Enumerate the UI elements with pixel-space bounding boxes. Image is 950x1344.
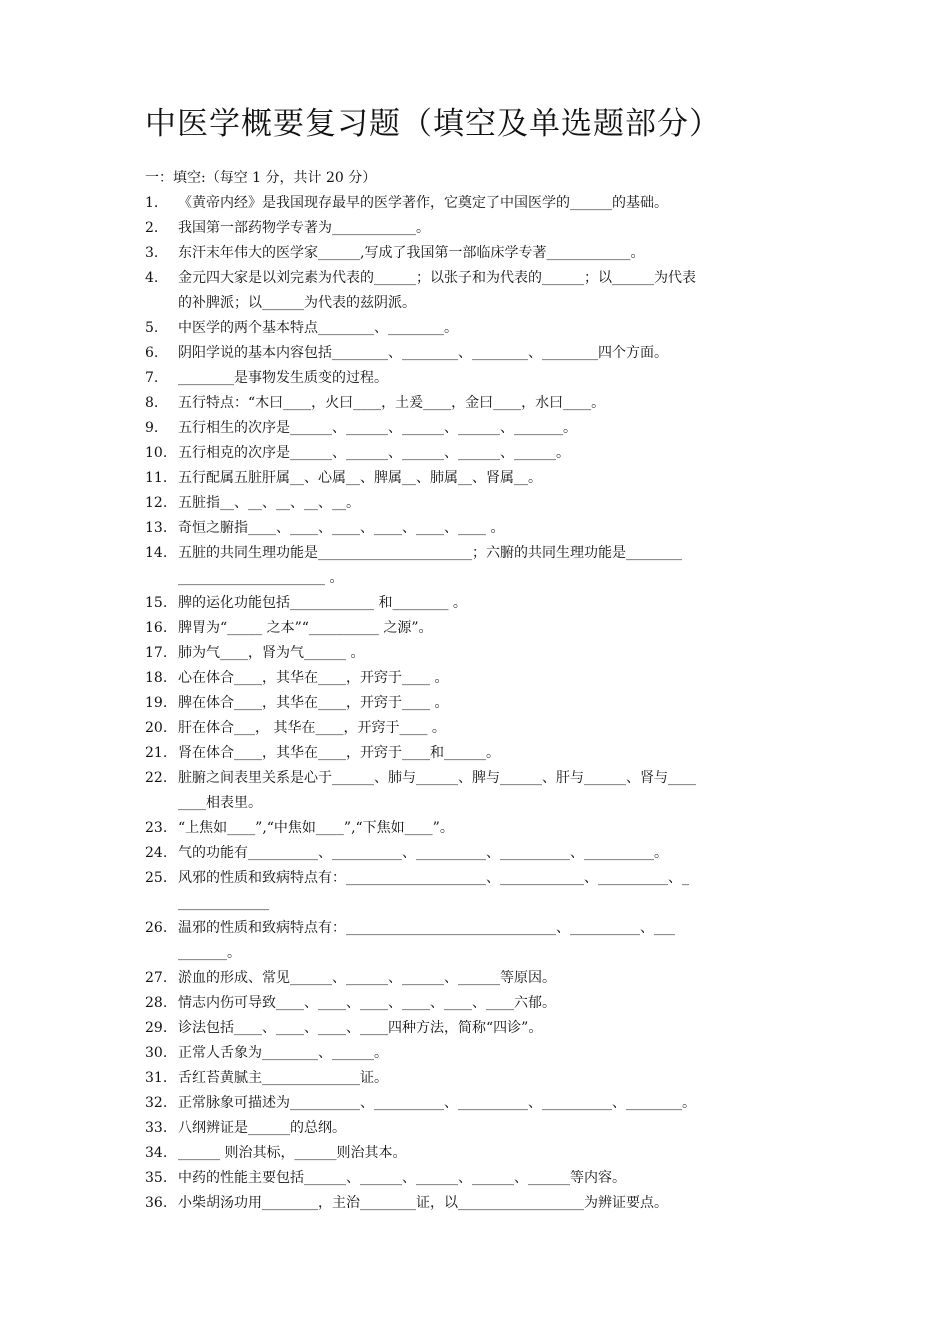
question-number: 27. <box>145 970 168 986</box>
question-text-line: 东汗末年伟大的医学家______,写成了我国第一部临床学专著____________。 <box>178 245 645 261</box>
question-text-line: 《黄帝内经》是我国现存最早的医学著作，它奠定了中国医学的______的基础。 <box>178 195 668 211</box>
question-text-line: ____相表里。 <box>178 795 262 811</box>
question-text-line: 五行相生的次序是______、______、______、______、_______。 <box>178 420 577 436</box>
question-item <box>145 366 810 391</box>
question-text-line: 情志内伤可导致____、____、____、____、____、____六郁。 <box>178 995 556 1011</box>
question-item <box>145 766 810 816</box>
question-number: 34. <box>145 1145 168 1161</box>
question-text-line: 奇恒之腑指____、____、____、____、____、____ 。 <box>178 520 505 536</box>
question-number: 1. <box>145 195 159 211</box>
question-item <box>145 991 810 1016</box>
question-number: 26. <box>145 920 168 936</box>
question-item <box>145 1041 810 1066</box>
question-item <box>145 1116 810 1141</box>
question-text-line: 五脏指__、__、__、__、__。 <box>178 495 360 511</box>
question-item <box>145 1016 810 1041</box>
question-number: 11. <box>145 470 168 486</box>
question-number: 22. <box>145 770 168 786</box>
question-text-line: 气的功能有__________、__________、__________、__________、__________。 <box>178 845 668 861</box>
question-number: 20. <box>145 720 168 736</box>
question-item <box>145 1191 810 1216</box>
question-number: 6. <box>145 345 159 361</box>
question-item <box>145 1091 810 1116</box>
question-text-line: 五行配属五脏肝属__、心属__、脾属__、肺属__、肾属__。 <box>178 470 542 486</box>
question-item <box>145 491 810 516</box>
question-item <box>145 1141 810 1166</box>
document-title: 中医学概要复习题（填空及单选题部分） <box>145 106 721 142</box>
question-item <box>145 666 810 691</box>
question-number: 23. <box>145 820 168 836</box>
question-item <box>145 641 810 666</box>
section-heading: 一：填空:（每空 1 分，共计 20 分） <box>145 170 377 186</box>
question-number: 21. <box>145 745 168 761</box>
question-text-line: 正常脉象可描述为__________、__________、__________、__________、________。 <box>178 1095 696 1111</box>
question-text-line: 小柴胡汤功用________，主治________证，以__________________为辨证要点。 <box>178 1195 668 1211</box>
question-text-line: 中药的性能主要包括______、______、______、______、______等内容。 <box>178 1170 626 1186</box>
question-item <box>145 241 810 266</box>
question-number: 35. <box>145 1170 168 1186</box>
question-item <box>145 191 810 216</box>
question-number: 9. <box>145 420 159 436</box>
question-text-line: 金元四大家是以刘完素为代表的______；以张子和为代表的______；以______为代表 <box>178 270 696 286</box>
question-item <box>145 816 810 841</box>
question-number: 24. <box>145 845 168 861</box>
question-text-line: 八纲辨证是______的总纲。 <box>178 1120 346 1136</box>
question-item <box>145 866 810 916</box>
question-text-line: 诊法包括____、____、____、____四种方法，简称“四诊”。 <box>178 1020 543 1036</box>
question-item <box>145 266 810 316</box>
question-text-line: 肾在体合____，其华在____，开窍于____和______。 <box>178 745 500 761</box>
question-text-line: ______ 则治其标，______则治其本。 <box>178 1145 407 1161</box>
question-item <box>145 391 810 416</box>
question-number: 4. <box>145 270 159 286</box>
question-number: 8. <box>145 395 159 411</box>
question-number: 18. <box>145 670 168 686</box>
question-number: 30. <box>145 1045 168 1061</box>
question-text-line: 脾的运化功能包括____________ 和________ 。 <box>178 595 467 611</box>
question-number: 5. <box>145 320 159 336</box>
question-number: 12. <box>145 495 168 511</box>
question-text-line: 的补脾派；以______为代表的兹阴派。 <box>178 295 416 311</box>
fill-in-question-list <box>145 191 810 1216</box>
question-item <box>145 1066 810 1091</box>
question-item <box>145 216 810 241</box>
question-number: 14. <box>145 545 168 561</box>
question-number: 31. <box>145 1070 168 1086</box>
question-text-line: 阴阳学说的基本内容包括________、________、________、________四个方面。 <box>178 345 668 361</box>
question-text-line: 五脏的共同生理功能是______________________；六腑的共同生理功能是________ <box>178 545 682 561</box>
question-number: 29. <box>145 1020 168 1036</box>
question-text-line: 温邪的性质和致病特点有：______________________________、__________、___ <box>178 920 675 936</box>
question-number: 25. <box>145 870 168 886</box>
question-text-line: _____________ <box>178 895 269 911</box>
question-text-line: 舌红苔黄腻主______________证。 <box>178 1070 388 1086</box>
question-item <box>145 591 810 616</box>
question-item <box>145 466 810 491</box>
question-number: 19. <box>145 695 168 711</box>
question-number: 28. <box>145 995 168 1011</box>
question-number: 10. <box>145 445 168 461</box>
question-item <box>145 1166 810 1191</box>
question-text-line: _______。 <box>178 945 241 961</box>
question-text-line: “上焦如____”,“中焦如____”,“下焦如____”。 <box>178 820 454 836</box>
question-text-line: 风邪的性质和致病特点有：____________________、____________、__________、_ <box>178 870 689 886</box>
question-number: 33. <box>145 1120 168 1136</box>
question-number: 17. <box>145 645 168 661</box>
question-text-line: 脾在体合____，其华在____，开窍于____ 。 <box>178 695 449 711</box>
question-number: 7. <box>145 370 159 386</box>
question-text-line: ________是事物发生质变的过程。 <box>178 370 388 386</box>
question-text-line: 心在体合____，其华在____，开窍于____ 。 <box>178 670 449 686</box>
question-item <box>145 541 810 591</box>
question-number: 36. <box>145 1195 168 1211</box>
question-item <box>145 916 810 966</box>
question-number: 15. <box>145 595 168 611</box>
question-number: 16. <box>145 620 168 636</box>
question-text-line: 淤血的形成、常见______、______、______、______等原因。 <box>178 970 556 986</box>
question-text-line: _____________________ 。 <box>178 570 344 586</box>
question-text-line: 脏腑之间表里关系是心于______、肺与______、脾与______、肝与______、肾与____ <box>178 770 696 786</box>
question-number: 2. <box>145 220 159 236</box>
question-text-line: 肝在体合___， 其华在____，开窍于____ 。 <box>178 720 446 736</box>
question-item <box>145 691 810 716</box>
question-number: 13. <box>145 520 168 536</box>
question-item <box>145 741 810 766</box>
question-text-line: 五行相克的次序是______、______、______、______、______。 <box>178 445 570 461</box>
question-item <box>145 316 810 341</box>
question-item <box>145 516 810 541</box>
question-item <box>145 441 810 466</box>
question-number: 3. <box>145 245 159 261</box>
question-text-line: 正常人舌象为________、______。 <box>178 1045 388 1061</box>
question-item <box>145 616 810 641</box>
question-text-line: 中医学的两个基本特点________、________。 <box>178 320 458 336</box>
question-text-line: 我国第一部药物学专著为____________。 <box>178 220 430 236</box>
question-item <box>145 416 810 441</box>
question-number: 32. <box>145 1095 168 1111</box>
question-text-line: 肺为气____，肾为气______ 。 <box>178 645 365 661</box>
question-item <box>145 966 810 991</box>
question-item <box>145 841 810 866</box>
question-item <box>145 341 810 366</box>
question-item <box>145 716 810 741</box>
question-text-line: 五行特点：“木曰____，火曰____，土爰____，金曰____，水曰____。 <box>178 395 606 411</box>
question-text-line: 脾胃为“_____ 之本”“__________ 之源”。 <box>178 620 433 636</box>
